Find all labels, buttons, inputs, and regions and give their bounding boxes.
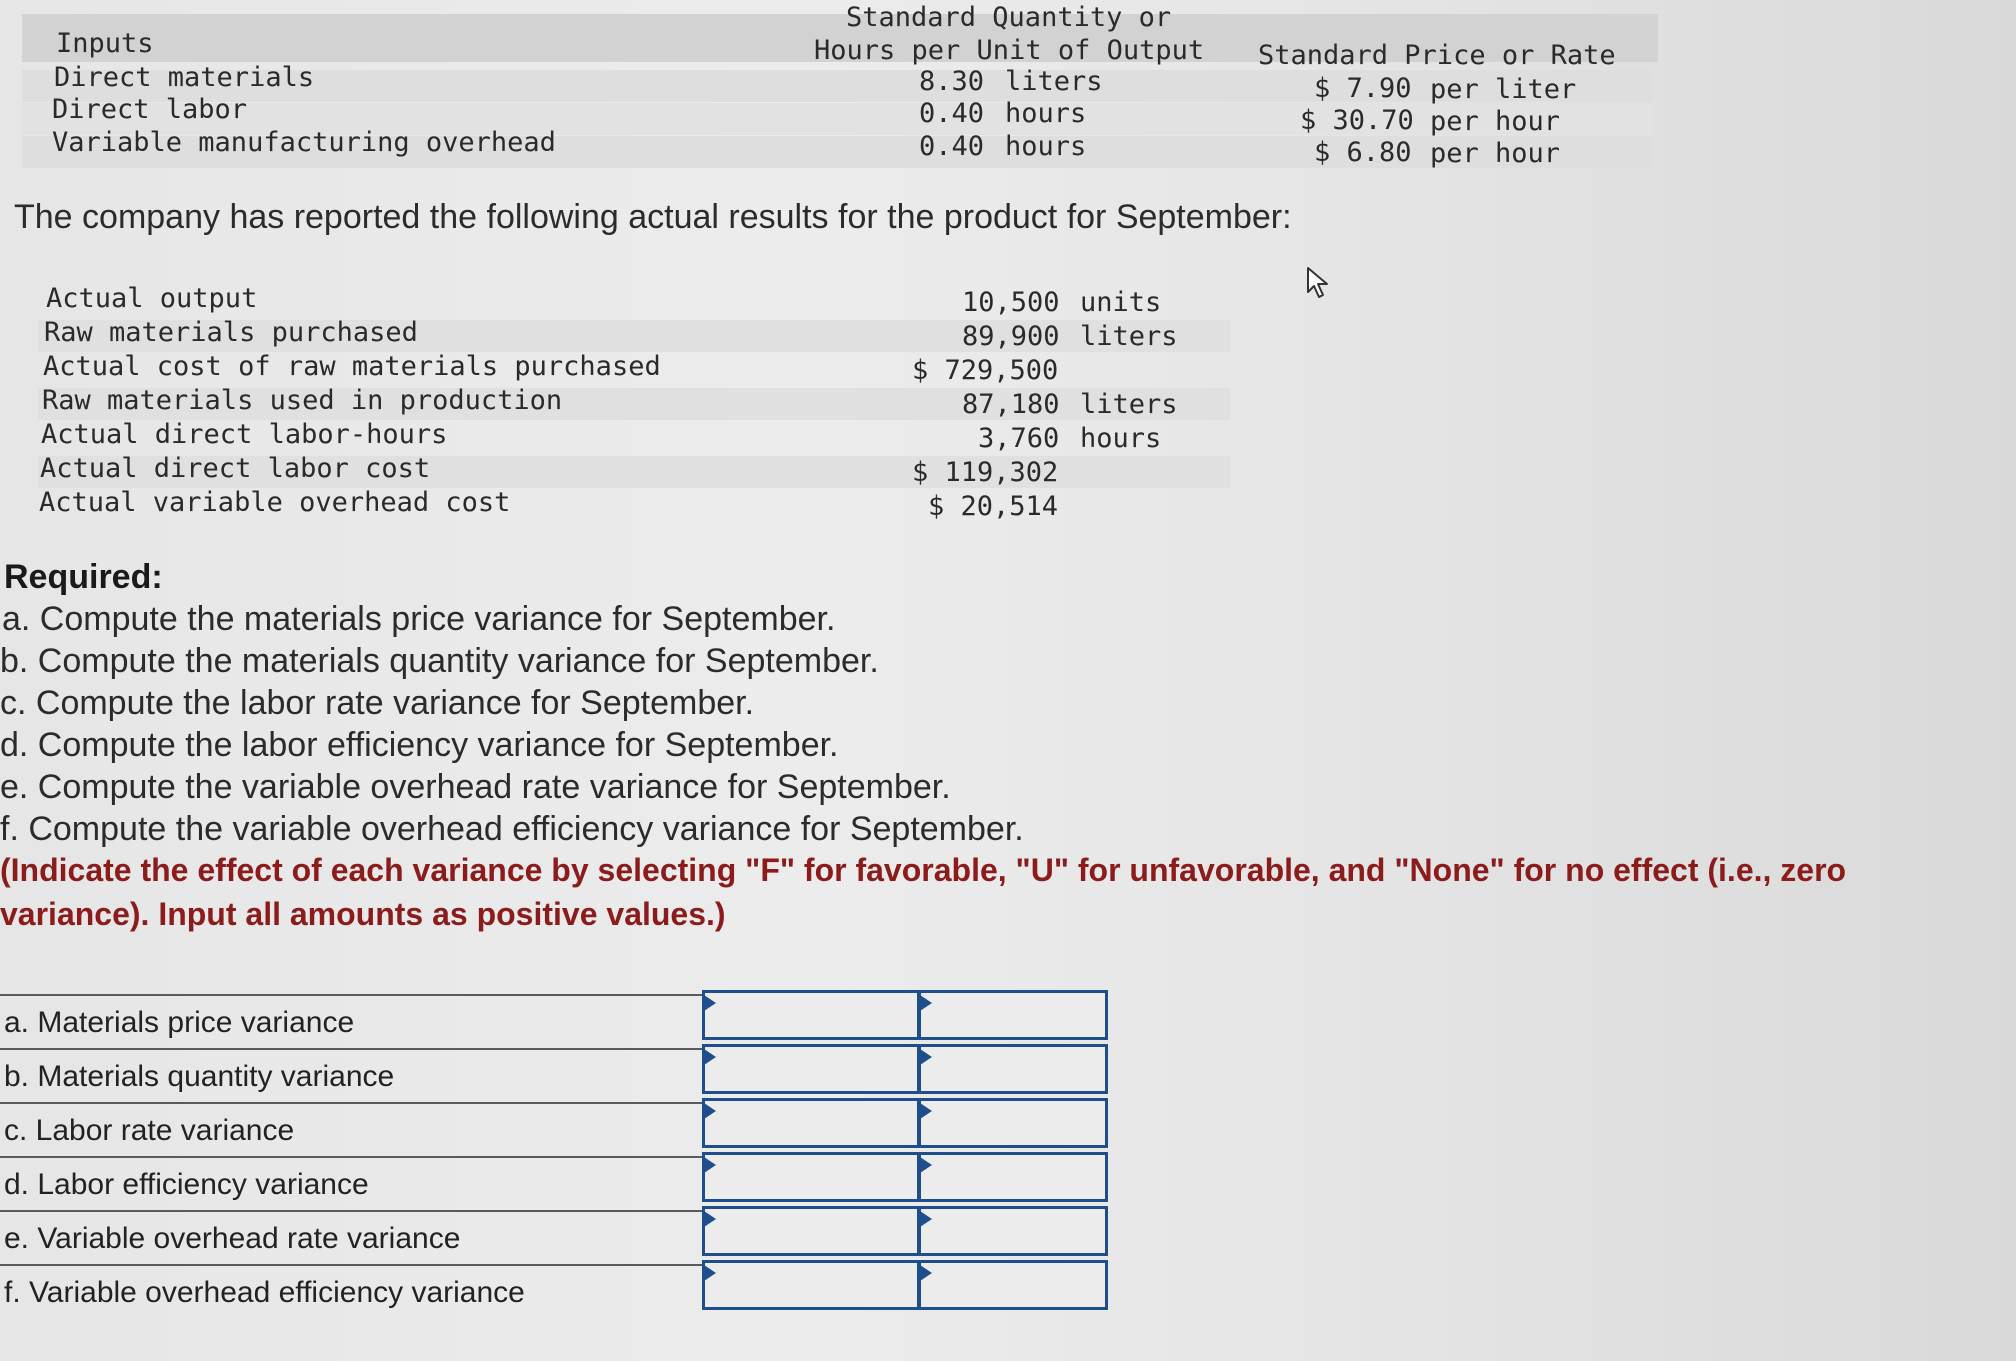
actual-label: Actual variable overhead cost <box>39 487 511 518</box>
actual-label: Actual direct labor cost <box>40 453 431 484</box>
amount-input[interactable] <box>702 1152 920 1202</box>
amount-input[interactable] <box>702 990 920 1040</box>
std-qty: 0.40 <box>919 131 985 162</box>
std-qty: 0.40 <box>919 98 985 129</box>
effect-select[interactable] <box>918 1260 1108 1310</box>
std-qty-unit: hours <box>1005 98 1087 129</box>
amount-input[interactable] <box>702 1206 920 1256</box>
std-price: $ 7.90 <box>1314 73 1412 104</box>
header-price: Standard Price or Rate <box>1258 40 1616 71</box>
required-item: f. Compute the variable overhead efficiency variance for September. <box>0 810 1024 848</box>
answer-row <box>0 994 702 1050</box>
actual-unit: liters <box>1080 389 1178 420</box>
actual-value: 87,180 <box>962 389 1060 420</box>
instruction-note-line1: (Indicate the effect of each variance by selecting "F" for favorable, "U" for unfavorable, and "None" for no effect (i.e., zero <box>0 852 1847 888</box>
std-price: $ 30.70 <box>1300 105 1414 136</box>
answer-row-label: a. Materials price variance <box>4 1006 355 1039</box>
std-price-unit: per liter <box>1430 74 1577 105</box>
actual-value: 89,900 <box>962 321 1060 352</box>
effect-select[interactable] <box>918 1206 1108 1256</box>
actual-unit: liters <box>1080 321 1178 352</box>
answer-row-label: b. Materials quantity variance <box>4 1060 395 1093</box>
answer-row <box>0 1264 702 1320</box>
answer-row-label: e. Variable overhead rate variance <box>4 1222 461 1255</box>
mouse-pointer-icon <box>1306 266 1332 300</box>
answer-row-label: f. Variable overhead efficiency variance <box>4 1276 525 1309</box>
actual-value: 10,500 <box>962 287 1060 318</box>
actual-unit: hours <box>1080 423 1162 454</box>
std-qty-unit: liters <box>1005 66 1103 97</box>
required-item: b. Compute the materials quantity variance for September. <box>0 642 879 680</box>
effect-select[interactable] <box>918 990 1108 1040</box>
answer-row <box>0 1048 702 1104</box>
actual-value: $ 119,302 <box>912 457 1059 488</box>
required-title: Required: <box>4 558 163 596</box>
header-qty-line1: Standard Quantity or <box>846 2 1172 33</box>
input-label: Direct materials <box>54 62 315 93</box>
actual-label: Actual cost of raw materials purchased <box>43 351 661 382</box>
effect-select[interactable] <box>918 1044 1108 1094</box>
instruction-note-line2: variance). Input all amounts as positive values.) <box>0 896 726 932</box>
effect-select[interactable] <box>918 1152 1108 1202</box>
actual-value: $ 729,500 <box>912 355 1059 386</box>
answer-row-label: c. Labor rate variance <box>4 1114 295 1147</box>
required-item: d. Compute the labor efficiency variance for September. <box>0 726 839 764</box>
actual-value: 3,760 <box>978 423 1060 454</box>
std-qty: 8.30 <box>919 66 985 97</box>
actual-value: $ 20,514 <box>928 491 1059 522</box>
required-item: e. Compute the variable overhead rate variance for September. <box>0 768 951 806</box>
std-qty-unit: hours <box>1005 131 1087 162</box>
amount-input[interactable] <box>702 1260 920 1310</box>
answer-row-label: d. Labor efficiency variance <box>4 1168 369 1201</box>
answer-row <box>0 1156 702 1212</box>
header-inputs: Inputs <box>56 28 154 59</box>
answer-row <box>0 1210 702 1266</box>
std-price-unit: per hour <box>1430 106 1561 137</box>
actual-unit: units <box>1080 287 1162 318</box>
amount-input[interactable] <box>702 1098 920 1148</box>
actual-label: Actual output <box>46 283 258 314</box>
std-price-unit: per hour <box>1430 138 1561 169</box>
actual-label: Raw materials purchased <box>44 317 418 348</box>
required-item: a. Compute the materials price variance for September. <box>2 600 836 638</box>
amount-input[interactable] <box>702 1044 920 1094</box>
std-price: $ 6.80 <box>1314 137 1412 168</box>
required-item: c. Compute the labor rate variance for September. <box>0 684 755 722</box>
input-label: Direct labor <box>52 94 248 125</box>
actual-label: Actual direct labor-hours <box>41 419 448 450</box>
input-label: Variable manufacturing overhead <box>52 127 556 158</box>
actual-label: Raw materials used in production <box>42 385 563 416</box>
actual-results-intro: The company has reported the following actual results for the product for September: <box>14 198 1292 236</box>
effect-select[interactable] <box>918 1098 1108 1148</box>
answer-row <box>0 1102 702 1158</box>
header-qty-line2: Hours per Unit of Output <box>814 35 1205 66</box>
